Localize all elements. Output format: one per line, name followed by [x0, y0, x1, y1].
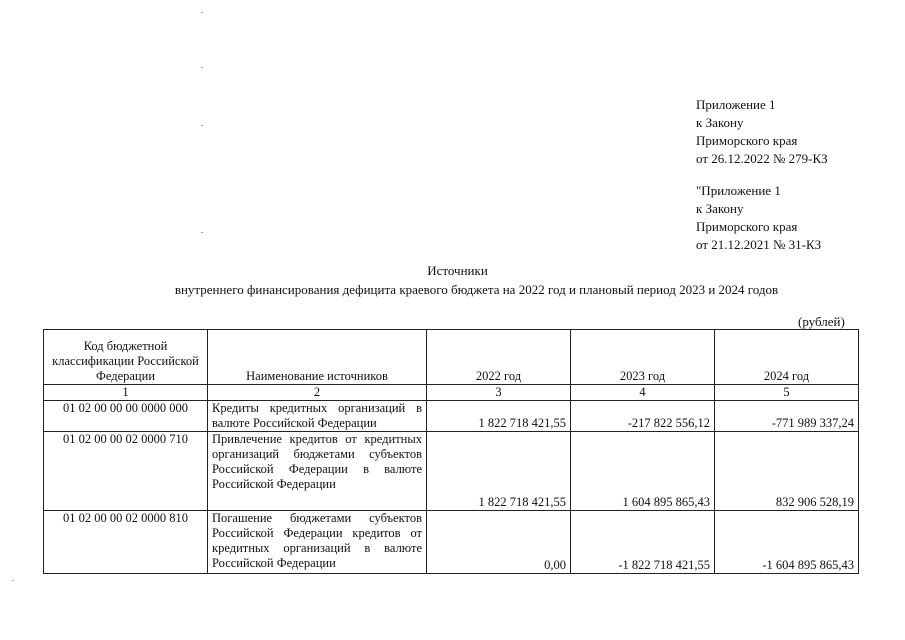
appendix-current-law — [696, 96, 828, 168]
table-row — [44, 432, 859, 511]
header-2024: 2024 год — [715, 330, 859, 385]
row-name: Кредиты кредитных организаций в валюте Российской Федерации — [208, 401, 427, 432]
column-number: 4 — [571, 385, 715, 401]
table-header-row — [44, 330, 859, 385]
header-2023: 2023 год — [571, 330, 715, 385]
row-code: 01 02 00 00 00 0000 000 — [44, 401, 208, 432]
appendix-line: Приморского края — [696, 219, 798, 234]
document-subtitle: внутреннего финансирования дефицита краевого бюджета на 2022 год и плановый период 2023 и 2024 годов — [174, 282, 779, 297]
row-value-2024: -771 989 337,24 — [715, 401, 859, 432]
scan-speck — [201, 125, 203, 126]
scan-speck — [201, 232, 203, 233]
appendix-line: Приложение 1 — [696, 97, 776, 112]
document-title: Источники — [427, 263, 488, 278]
row-value-2024: 832 906 528,19 — [715, 432, 859, 511]
scan-speck — [201, 12, 203, 13]
appendix-line: от 21.12.2021 № 31-КЗ — [696, 237, 822, 252]
appendix-line: к Закону — [696, 201, 744, 216]
row-name: Привлечение кредитов от кредитных организаций бюджетами субъектов Российской Федерации в валюте Российской Федерации — [208, 432, 427, 511]
appendix-line: к Закону — [696, 115, 744, 130]
table-row — [44, 511, 859, 574]
row-value-2022: 0,00 — [427, 511, 571, 574]
row-value-2023: -1 822 718 421,55 — [571, 511, 715, 574]
appendix-line: от 26.12.2022 № 279-КЗ — [696, 151, 828, 166]
financing-sources-table — [43, 329, 859, 574]
row-code: 01 02 00 00 02 0000 810 — [44, 511, 208, 574]
row-value-2022: 1 822 718 421,55 — [427, 432, 571, 511]
units-label: (рублей) — [798, 314, 845, 329]
appendix-original-law — [696, 182, 821, 254]
row-value-2022: 1 822 718 421,55 — [427, 401, 571, 432]
appendix-line: Приморского края — [696, 133, 798, 148]
header-name: Наименование источников — [208, 330, 427, 385]
header-2022: 2022 год — [427, 330, 571, 385]
row-name: Погашение бюджетами субъектов Российской Федерации кредитов от кредитных организаций в валюте Российской Федерации — [208, 511, 427, 574]
row-code: 01 02 00 00 02 0000 710 — [44, 432, 208, 511]
scan-speck — [12, 580, 14, 581]
column-number: 2 — [208, 385, 427, 401]
appendix-line: "Приложение 1 — [696, 183, 781, 198]
column-number: 3 — [427, 385, 571, 401]
column-number: 5 — [715, 385, 859, 401]
column-number-row — [44, 385, 859, 401]
row-value-2023: 1 604 895 865,43 — [571, 432, 715, 511]
table-row — [44, 401, 859, 432]
header-code: Код бюджетной классификации Российской Федерации — [44, 330, 208, 385]
row-value-2023: -217 822 556,12 — [571, 401, 715, 432]
scan-speck — [201, 67, 203, 68]
row-value-2024: -1 604 895 865,43 — [715, 511, 859, 574]
column-number: 1 — [44, 385, 208, 401]
